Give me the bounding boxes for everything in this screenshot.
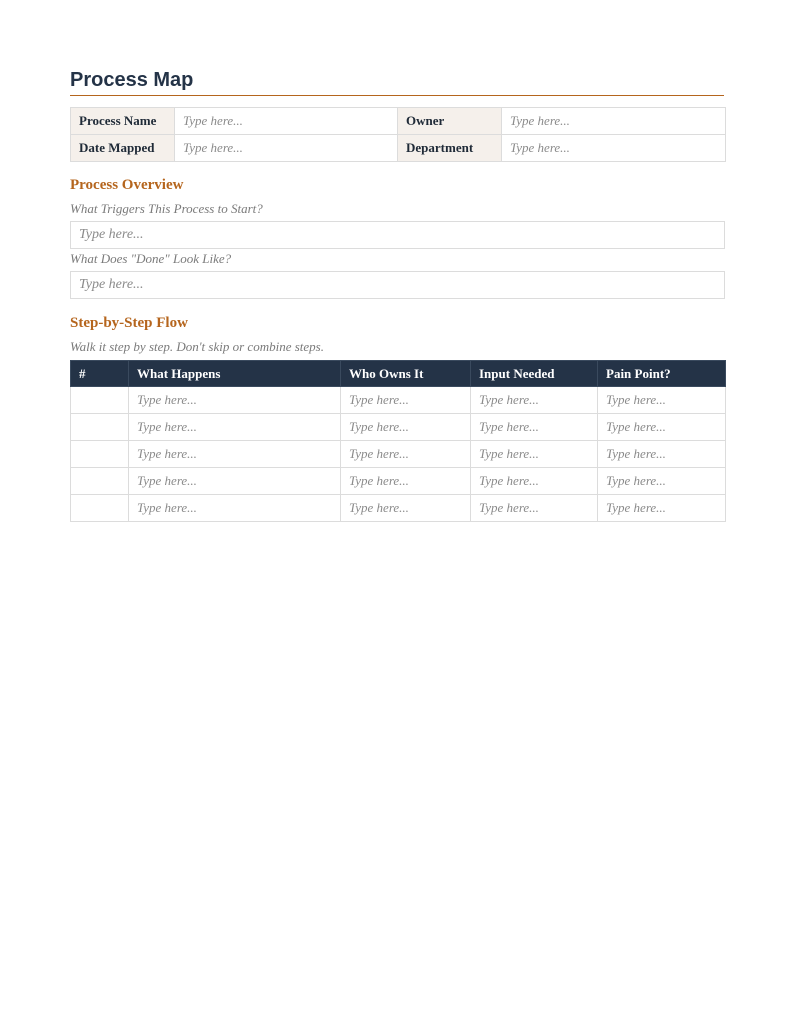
info-row (71, 108, 726, 135)
input-needed-cell[interactable]: Type here... (471, 414, 598, 441)
input-needed-cell[interactable]: Type here... (471, 468, 598, 495)
column-header-what-happens: What Happens (129, 361, 341, 387)
step-number-cell[interactable] (71, 468, 129, 495)
date-mapped-label: Date Mapped (71, 135, 175, 162)
step-number-cell[interactable] (71, 441, 129, 468)
department-field[interactable]: Type here... (502, 135, 726, 162)
table-row (71, 441, 726, 468)
process-name-label: Process Name (71, 108, 175, 135)
input-needed-cell[interactable]: Type here... (471, 495, 598, 522)
step-flow-heading: Step-by-Step Flow (70, 315, 188, 331)
table-row (71, 468, 726, 495)
who-owns-cell[interactable]: Type here... (341, 414, 471, 441)
steps-table (70, 360, 726, 522)
who-owns-cell[interactable]: Type here... (341, 441, 471, 468)
owner-field[interactable]: Type here... (502, 108, 726, 135)
who-owns-cell[interactable]: Type here... (341, 495, 471, 522)
trigger-question: What Triggers This Process to Start? (70, 201, 263, 216)
info-row (71, 135, 726, 162)
column-header-pain-point: Pain Point? (598, 361, 726, 387)
step-number-cell[interactable] (71, 495, 129, 522)
pain-point-cell[interactable]: Type here... (598, 387, 726, 414)
trigger-field[interactable]: Type here... (70, 221, 725, 249)
column-header-number: # (71, 361, 129, 387)
what-happens-cell[interactable]: Type here... (129, 414, 341, 441)
who-owns-cell[interactable]: Type here... (341, 387, 471, 414)
done-question: What Does "Done" Look Like? (70, 251, 232, 266)
title-divider (70, 95, 724, 96)
table-header-row (71, 361, 726, 387)
pain-point-cell[interactable]: Type here... (598, 468, 726, 495)
pain-point-cell[interactable]: Type here... (598, 495, 726, 522)
table-row (71, 495, 726, 522)
table-row (71, 387, 726, 414)
pain-point-cell[interactable]: Type here... (598, 441, 726, 468)
step-number-cell[interactable] (71, 414, 129, 441)
process-overview-heading: Process Overview (70, 177, 184, 193)
pain-point-cell[interactable]: Type here... (598, 414, 726, 441)
what-happens-cell[interactable]: Type here... (129, 495, 341, 522)
column-header-input-needed: Input Needed (471, 361, 598, 387)
page-title: Process Map (70, 69, 194, 91)
step-number-cell[interactable] (71, 387, 129, 414)
what-happens-cell[interactable]: Type here... (129, 387, 341, 414)
done-field[interactable]: Type here... (70, 271, 725, 299)
input-needed-cell[interactable]: Type here... (471, 441, 598, 468)
process-info-table (70, 107, 726, 162)
what-happens-cell[interactable]: Type here... (129, 468, 341, 495)
input-needed-cell[interactable]: Type here... (471, 387, 598, 414)
department-label: Department (398, 135, 502, 162)
what-happens-cell[interactable]: Type here... (129, 441, 341, 468)
process-name-field[interactable]: Type here... (175, 108, 398, 135)
who-owns-cell[interactable]: Type here... (341, 468, 471, 495)
date-mapped-field[interactable]: Type here... (175, 135, 398, 162)
step-flow-hint: Walk it step by step. Don't skip or combine steps. (70, 339, 324, 354)
owner-label: Owner (398, 108, 502, 135)
column-header-who-owns-it: Who Owns It (341, 361, 471, 387)
table-row (71, 414, 726, 441)
